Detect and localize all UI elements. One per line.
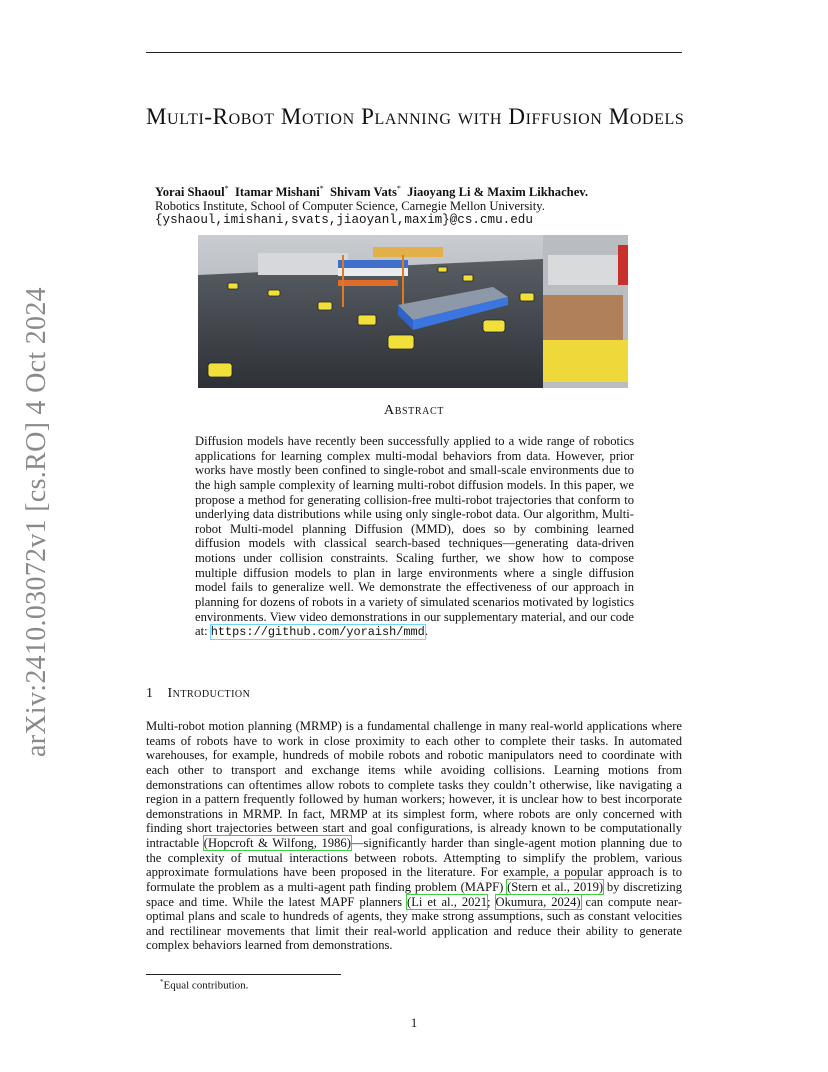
author-name: Yorai Shaoul <box>155 185 225 200</box>
abstract-heading: Abstract <box>384 403 444 418</box>
section-heading-introduction <box>146 686 250 702</box>
intro-text: ; <box>487 894 496 909</box>
intro-text: by discretizing space and time. While the latest MAPF planners <box>146 879 682 909</box>
footnote <box>160 978 248 992</box>
teaser-figure <box>198 235 628 388</box>
arxiv-id: arXiv:2410.03072v1 [cs.RO] 4 Oct 2024 <box>21 287 52 757</box>
intro-text: Multi-robot motion planning (MRMP) is a fundamental challenge in many real-world applications where teams of robots have to work in close proximity to each other to complete their tasks. In automated warehouses, for example, hundreds of mobile robots and robotic manipulators need to coordinate with each other to transport and exchange items while avoiding collisions. Learning motions from demonstrations can oftentimes allow robots to complete tasks they couldn’t otherwise, like navigating a region in a pattern frequently followed by human workers; however, it is unclear how to best incorporate demonstrations in MRMP. In fact, MRMP at its simplest form, where robots are only concerned with finding short trajectories between start and goal configurations, is already known to be computationally intractable <box>146 719 682 850</box>
author-emails[interactable]: {yshaoul,imishani,svats,jiaoyanl,maxim}@cs.cmu.edu <box>155 213 533 227</box>
author-name: Jiaoyang Li & Maxim Likhachev. <box>407 185 589 200</box>
footnote-text: Equal contribution. <box>163 979 249 992</box>
section-number: 1 <box>146 686 154 701</box>
equal-contribution-mark: * <box>319 184 324 193</box>
citation-link[interactable]: (Li et al., 2021 <box>407 894 488 909</box>
footnote-rule <box>146 974 341 975</box>
equal-contribution-mark: * <box>224 184 229 193</box>
abstract-body-text: Diffusion models have recently been successfully applied to a wide range of robotics applications for learning complex multi-modal behaviors from data. However, prior works have mostly been confined to single-robot and small-scale environments due to the high sample complexity of learning multi-robot diffusion models. In this paper, we propose a method for generating collision-free multi-robot trajectories that conform to underlying data distributions while using only single-robot data. Our algorithm, Multi-robot Multi-model planning Diffusion (MMD), does so by combining learned diffusion models with classical search-based techniques—generating data-driven motions under collision constraints. Scaling further, we show how to compose multiple diffusion models to plan in large environments where a single diffusion model fails to generalize well. We demonstrate the effectiveness of our approach in planning for dozens of robots in a variety of simulated scenarios motivated by logistics environments. View video demonstrations in our supplementary material, and our code at: <box>195 434 634 639</box>
equal-contribution-mark: * <box>396 184 401 193</box>
author-name: Shivam Vats <box>330 185 397 200</box>
arxiv-stamp <box>21 287 52 757</box>
abstract-end: . <box>424 624 428 639</box>
author-list <box>155 184 588 200</box>
abstract-text <box>195 434 634 640</box>
intro-text: can compute near-optimal plans and scale to hundreds of agents, they make strong assumptions, such as constant velocities and rectilinear movements that limit their real-world application and reduce their ability to generate complex behaviors learned from demonstrations. <box>146 894 682 953</box>
code-url-link[interactable]: https://github.com/yoraish/mmd <box>210 625 425 640</box>
citation-link[interactable]: Okumura, 2024) <box>495 894 581 909</box>
citation-link[interactable]: (Hopcroft & Wilfong, 1986) <box>203 836 351 850</box>
top-rule <box>146 52 682 53</box>
footnote-mark: * <box>160 978 164 986</box>
intro-text: —significantly harder than single-agent motion planning due to the complexity of mutual interactions between robots. Attempting to simplify the problem, various approximate formulations have been proposed in the literature. For example, a popular approach is to formulate the problem as a multi-agent path finding problem (MAPF) <box>146 836 683 894</box>
introduction-paragraph <box>146 719 682 953</box>
citation-link[interactable]: (Stern et al., 2019) <box>507 879 604 894</box>
affiliation: Robotics Institute, School of Computer Science, Carnegie Mellon University. <box>155 199 545 213</box>
section-title: Introduction <box>167 686 251 701</box>
author-name: Itamar Mishani <box>234 185 320 200</box>
page-number: 1 <box>410 1016 418 1030</box>
paper-title: Multi-Robot Motion Planning with Diffusion Models <box>146 104 685 129</box>
